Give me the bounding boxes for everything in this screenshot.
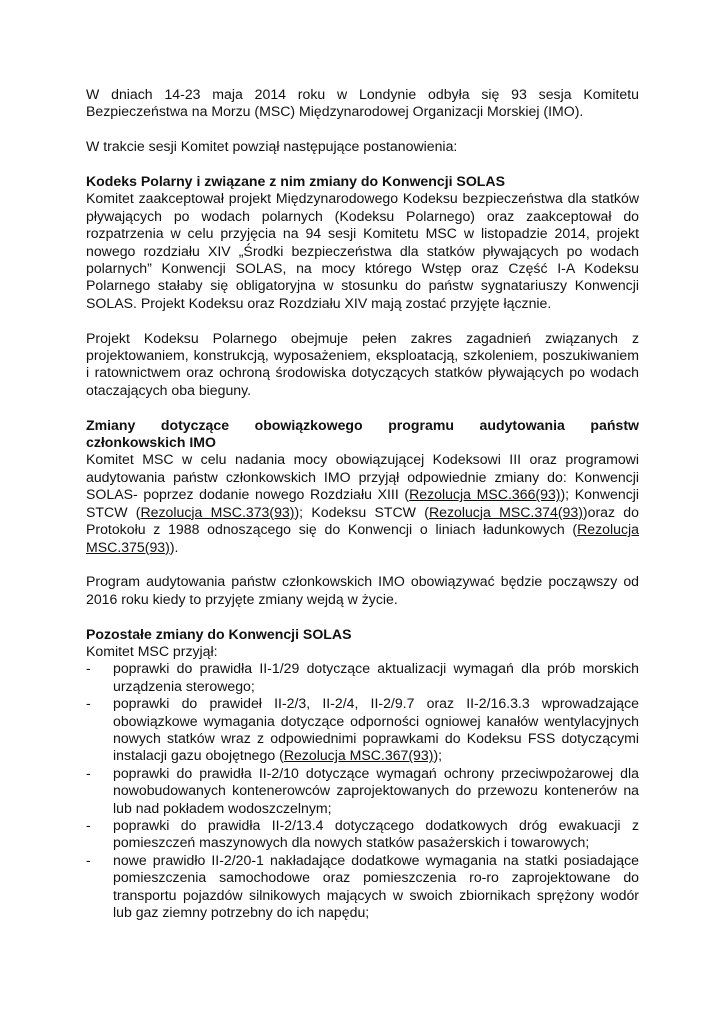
resolution-msc374-link[interactable]: Rezolucja MSC.374(93) [428,503,583,520]
audit-scheme-heading [86,417,639,452]
list-item [86,765,639,817]
audit-heading-line2: członkowskich IMO [86,434,217,451]
list-item-text: poprawki do prawidła II-2/13.4 dotyczącego dodatkowych dróg ewakuacji z pomieszczeń maszynowych dla nowych statków pasażerskich i towarowych; [113,816,639,851]
audit-scheme-paragraph [86,451,639,555]
spacer [86,556,639,573]
audit-text-2: ); Konwencji STCW ( [86,486,640,520]
list-item-text-end: ); [433,747,443,764]
list-item-text: poprawki do prawidła II-1/29 dotyczące aktualizacji wymagań dla prób morskich urządzenia sterowego; [113,660,639,694]
polar-code-paragraph: Komitet zaakceptował projekt Międzynarodowego Kodeksu bezpieczeństwa dla statków pływających po wodach polarnych (Kodeksu Polarnego) oraz zaakceptował do rozpatrzenia w celu przyjęcia na 94 sesji Komitetu MSC w listopadzie 2014, projekt nowego rozdziału XIV „Środki bezpieczeństwa dla statków pływających po wodach polarnych” Konwencji SOLAS, na mocy którego Wstęp oraz Część I-A Kodeksu Polarnego stałaby się obligatoryjna w stosunku do państw sygnatariuszy Konwencji SOLAS. Projekt Kodeksu oraz Rozdziału XIV mają zostać przyjęte łącznie. [86,190,639,311]
polar-code-heading: Kodeks Polarny i związane z nim zmiany do Konwencji SOLAS [86,173,505,189]
intro-paragraph: W dniach 14-23 maja 2014 roku w Londynie odbyła się 93 sesja Komitetu Bezpieczeństwa na Morzu (MSC) Międzynarodowej Organizacji Morskiej (IMO). [86,86,639,120]
document-page [86,86,639,921]
list-item [86,852,639,922]
spacer [86,156,639,173]
list-item [86,817,639,852]
list-item [86,695,639,765]
resolution-msc367-link[interactable]: Rezolucja MSC.367(93) [283,747,434,764]
polar-code-scope-paragraph: Projekt Kodeksu Polarnego obejmuje pełen zakres zagadnień związanych z projektowaniem, konstrukcją, wyposażeniem, eksploatacją, szkoleniem, poszukiwaniem i ratownictwem oraz ochroną środowiska dotyczących statków pływających po wodach otaczających oba bieguny. [86,329,639,398]
amendments-list [86,660,639,921]
resolution-msc375-link[interactable]: Rezolucja MSC.375(93) [86,521,639,555]
audit-text-5: ). [169,538,179,555]
other-amendments-heading: Pozostałe zmiany do Konwencji SOLAS [86,625,352,642]
audit-text-1: Komitet MSC w celu nadania mocy obowiązującej Kodeksowi III oraz programowi audytowania państw członkowskich IMO przyjął odpowiednie zmiany do: Konwencji SOLAS- poprzez dodanie nowego Rozdziału XIII ( [86,451,639,503]
other-amendments-lead: Komitet MSC przyjął: [86,642,218,659]
intro-lead: W trakcie sesji Komitet powziął następujące postanowienia: [86,138,458,155]
spacer [86,312,639,329]
audit-heading-line1: Zmiany dotyczące obowiązkowego programu audytowania państw [86,416,639,433]
list-item-text: poprawki do prawidła II-2/10 dotyczące wymagań ochrony przeciwpożarowej dla nowobudowanych kontenerowców zaprojektowanych do przewozu kontenerów na lub nad pokładem wodoszczelnym; [113,764,639,816]
bullet-dash: - [86,695,91,712]
resolution-msc373-link[interactable]: Rezolucja MSC.373(93) [140,503,295,520]
bullet-dash: - [86,816,91,833]
audit-text-3: ); Kodeksu STCW ( [294,503,429,520]
spacer [86,399,639,416]
bullet-dash: - [86,660,91,677]
audit-text-4: )oraz do Protokołu z 1988 odnoszącego się do Konwencji o liniach ładunkowych ( [86,503,639,538]
list-item [86,660,639,695]
resolution-msc366-link[interactable]: Rezolucja MSC.366(93) [409,486,561,503]
list-item-text: poprawki do prawideł II-2/3, II-2/4, II-2/9.7 oraz II-2/16.3.3 wprowadzające obowiązkowe wymagania dotyczące odporności ogniowej kanałów wentylacyjnych nowych statków wraz z odpowiednimi poprawkami do Kodeksu FSS dotyczącymi instalacji gazu obojętnego ( [113,695,639,764]
list-item-text: nowe prawidło II-2/20-1 nakładające dodatkowe wymagania na statki posiadające pomieszczenia samochodowe oraz pomieszczenia ro-ro zaprojektowane do transportu pojazdów silnikowych mających w swoich zbiornikach sprężony wodór lub gaz ziemny potrzebny do ich napędu; [113,851,639,920]
spacer [86,608,639,625]
spacer [86,121,639,138]
bullet-dash: - [86,851,91,868]
bullet-dash: - [86,764,91,781]
audit-effective-paragraph: Program audytowania państw członkowskich IMO obowiązywać będzie począwszy od 2016 roku kiedy to przyjęte zmiany wejdą w życie. [86,573,639,607]
